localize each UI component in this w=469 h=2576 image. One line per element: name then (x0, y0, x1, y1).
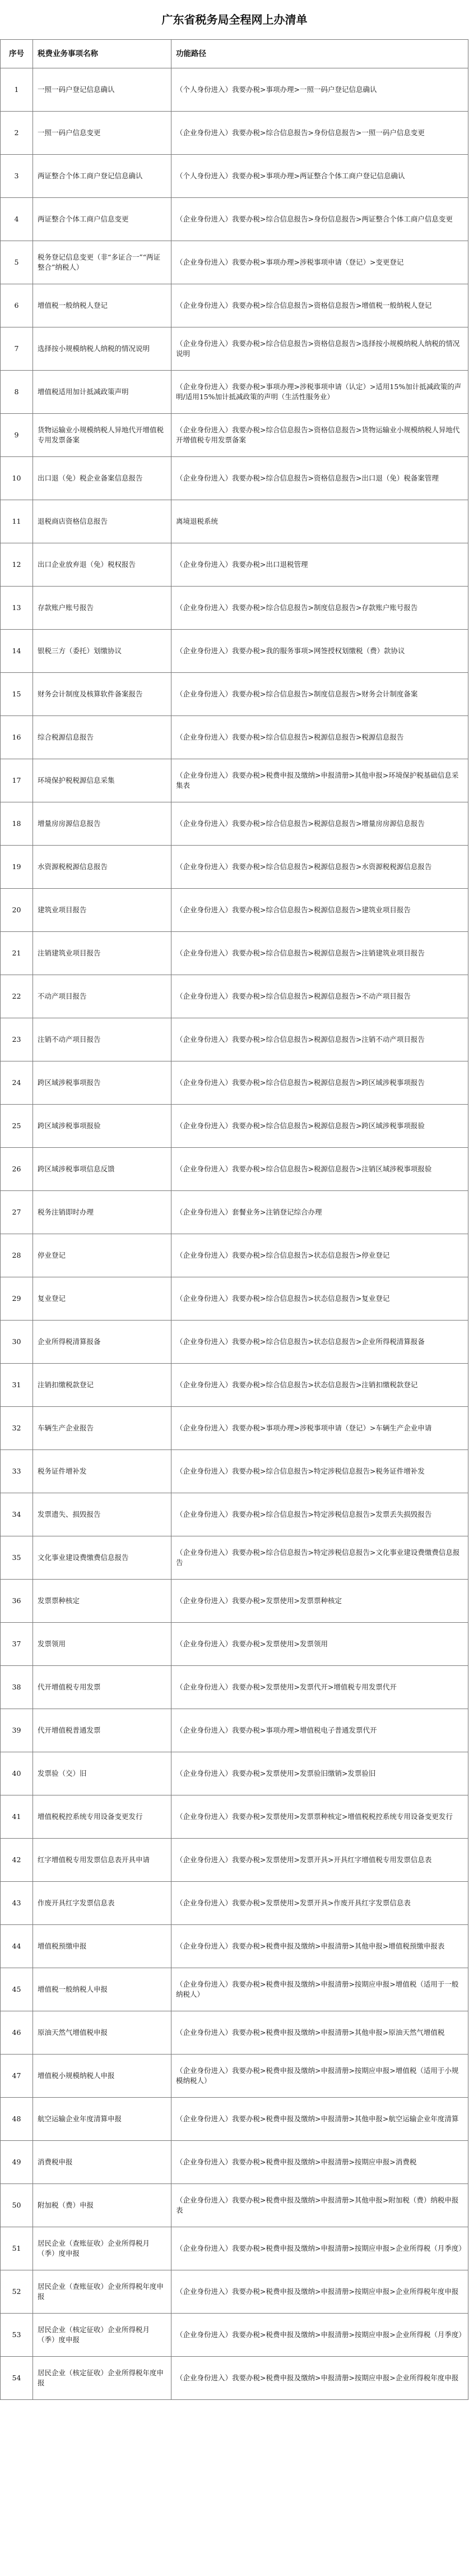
cell-function-path: （企业身份进入）我要办税>发票使用>发票领用 (171, 1623, 468, 1666)
cell-number: 47 (1, 2055, 33, 2098)
cell-item-name: 增值税小规模纳税人申报 (33, 2055, 171, 2098)
cell-item-name: 银税三方（委托）划缴协议 (33, 630, 171, 673)
cell-number: 3 (1, 155, 33, 198)
cell-function-path: （企业身份进入）我要办税>税费申报及缴纳>申报清册>按期应申报>消费税 (171, 2141, 468, 2184)
cell-number: 50 (1, 2184, 33, 2227)
cell-item-name: 发票票种核定 (33, 1580, 171, 1623)
cell-item-name: 航空运输企业年度清算申报 (33, 2098, 171, 2141)
table-body (1, 68, 468, 2400)
table-row (1, 414, 468, 457)
cell-function-path: （企业身份进入）我要办税>综合信息报告>特定涉税信息报告>税务证件增补发 (171, 1450, 468, 1493)
cell-number: 53 (1, 2314, 33, 2357)
table-row (1, 975, 468, 1018)
table-row (1, 1666, 468, 1709)
cell-item-name: 增值税一般纳税人申报 (33, 1968, 171, 2011)
cell-number: 20 (1, 889, 33, 932)
cell-function-path: （企业身份进入）我要办税>税费申报及缴纳>申报清册>其他申报>环境保护税基础信息采集表 (171, 759, 468, 802)
cell-item-name: 跨区域涉税事项报告 (33, 1061, 171, 1105)
cell-function-path: （企业身份进入）我要办税>综合信息报告>身份信息报告>两证整合个体工商户信息变更 (171, 198, 468, 241)
cell-number: 8 (1, 371, 33, 414)
cell-number: 39 (1, 1709, 33, 1752)
cell-item-name: 两证整合个体工商户信息变更 (33, 198, 171, 241)
cell-function-path: （企业身份进入）我要办税>综合信息报告>资格信息报告>增值税一般纳税人登记 (171, 284, 468, 327)
cell-function-path: （企业身份进入）我要办税>综合信息报告>制度信息报告>财务会计制度备案 (171, 673, 468, 716)
cell-function-path: （企业身份进入）我要办税>综合信息报告>税源信息报告>水资源税税源信息报告 (171, 846, 468, 889)
cell-number: 5 (1, 241, 33, 284)
cell-function-path: （企业身份进入）我要办税>发票使用>发票验旧缴销>发票验旧 (171, 1752, 468, 1795)
cell-number: 35 (1, 1536, 33, 1580)
cell-item-name: 选择按小规模纳税人纳税的情况说明 (33, 327, 171, 371)
cell-number: 21 (1, 932, 33, 975)
cell-function-path: （企业身份进入）我要办税>综合信息报告>税源信息报告>注销不动产项目报告 (171, 1018, 468, 1061)
table-row (1, 1882, 468, 1925)
table-row (1, 457, 468, 500)
cell-number: 31 (1, 1364, 33, 1407)
cell-function-path: （企业身份进入）我要办税>综合信息报告>资格信息报告>出口退（免）税备案管理 (171, 457, 468, 500)
cell-number: 41 (1, 1795, 33, 1839)
table-row (1, 587, 468, 630)
cell-function-path: （企业身份进入）我要办税>综合信息报告>税源信息报告>注销建筑业项目报告 (171, 932, 468, 975)
cell-item-name: 税务登记信息变更（非“多证合一”“两证整合”纳税人） (33, 241, 171, 284)
table-row (1, 1191, 468, 1234)
cell-number: 26 (1, 1148, 33, 1191)
cell-number: 19 (1, 846, 33, 889)
cell-item-name: 原油天然气增值税申报 (33, 2011, 171, 2055)
table-row (1, 2098, 468, 2141)
cell-item-name: 居民企业（查账征收）企业所得税月（季）度申报 (33, 2227, 171, 2270)
cell-number: 54 (1, 2357, 33, 2400)
cell-number: 44 (1, 1925, 33, 1968)
cell-function-path: （企业身份进入）我要办税>综合信息报告>税源信息报告>跨区域涉税事项报告 (171, 1061, 468, 1105)
cell-item-name: 停业登记 (33, 1234, 171, 1277)
table-row (1, 1364, 468, 1407)
cell-item-name: 企业所得税清算报备 (33, 1321, 171, 1364)
header-number: 序号 (1, 40, 33, 68)
header-item-name: 税费业务事项名称 (33, 40, 171, 68)
cell-item-name: 居民企业（查账征收）企业所得税年度申报 (33, 2270, 171, 2314)
cell-number: 32 (1, 1407, 33, 1450)
cell-item-name: 不动产项目报告 (33, 975, 171, 1018)
cell-function-path: （企业身份进入）我要办税>税费申报及缴纳>申报清册>其他申报>原油天然气增值税 (171, 2011, 468, 2055)
cell-number: 52 (1, 2270, 33, 2314)
cell-item-name: 增值税税控系统专用设备变更发行 (33, 1795, 171, 1839)
table-row (1, 2227, 468, 2270)
cell-item-name: 作废开具红字发票信息表 (33, 1882, 171, 1925)
cell-function-path: （企业身份进入）我要办税>综合信息报告>税源信息报告>建筑业项目报告 (171, 889, 468, 932)
cell-number: 14 (1, 630, 33, 673)
table-row (1, 112, 468, 155)
cell-number: 22 (1, 975, 33, 1018)
cell-item-name: 财务会计制度及核算软件备案报告 (33, 673, 171, 716)
table-row (1, 932, 468, 975)
cell-number: 1 (1, 68, 33, 112)
cell-number: 24 (1, 1061, 33, 1105)
cell-number: 23 (1, 1018, 33, 1061)
cell-function-path: （企业身份进入）我要办税>税费申报及缴纳>申报清册>按期应申报>企业所得税年度申报 (171, 2270, 468, 2314)
table-row (1, 327, 468, 371)
table-row (1, 543, 468, 587)
cell-function-path: （企业身份进入）我要办税>综合信息报告>税源信息报告>增量房房源信息报告 (171, 802, 468, 846)
cell-number: 49 (1, 2141, 33, 2184)
cell-item-name: 增值税预缴申报 (33, 1925, 171, 1968)
table-row (1, 1536, 468, 1580)
cell-item-name: 跨区域涉税事项报验 (33, 1105, 171, 1148)
cell-item-name: 发票遗失、损毁报告 (33, 1493, 171, 1536)
cell-item-name: 税务证件增补发 (33, 1450, 171, 1493)
cell-item-name: 增量房房源信息报告 (33, 802, 171, 846)
table-row (1, 371, 468, 414)
cell-item-name: 水资源税税源信息报告 (33, 846, 171, 889)
cell-item-name: 车辆生产企业报告 (33, 1407, 171, 1450)
table-row (1, 500, 468, 543)
table-row (1, 284, 468, 327)
cell-function-path: （企业身份进入）我要办税>我的服务事项>网签授权划缴税（费）款协议 (171, 630, 468, 673)
cell-item-name: 消费税申报 (33, 2141, 171, 2184)
cell-function-path: （企业身份进入）我要办税>综合信息报告>状态信息报告>复业登记 (171, 1277, 468, 1321)
cell-item-name: 跨区域涉税事项信息反馈 (33, 1148, 171, 1191)
cell-item-name: 发票领用 (33, 1623, 171, 1666)
table-row (1, 1493, 468, 1536)
cell-function-path: （企业身份进入）我要办税>发票使用>发票开具>开具红字增值税专用发票信息表 (171, 1839, 468, 1882)
cell-number: 43 (1, 1882, 33, 1925)
cell-function-path: （企业身份进入）我要办税>发票使用>发票票种核定>增值税税控系统专用设备变更发行 (171, 1795, 468, 1839)
cell-number: 6 (1, 284, 33, 327)
table-row (1, 2011, 468, 2055)
cell-function-path: （企业身份进入）我要办税>出口退税管理 (171, 543, 468, 587)
cell-function-path: （企业身份进入）我要办税>事项办理>涉税事项申请（登记）>变更登记 (171, 241, 468, 284)
cell-item-name: 建筑业项目报告 (33, 889, 171, 932)
cell-item-name: 居民企业（核定征收）企业所得税年度申报 (33, 2357, 171, 2400)
cell-function-path: （企业身份进入）我要办税>综合信息报告>身份信息报告>一照一码户信息变更 (171, 112, 468, 155)
cell-function-path: （企业身份进入）我要办税>事项办理>涉税事项申请（认定）>适用15%加计抵减政策的声明/适用15%加计抵减政策的声明（生活性服务业） (171, 371, 468, 414)
cell-number: 46 (1, 2011, 33, 2055)
cell-function-path: （企业身份进入）我要办税>发票使用>发票开具>作废开具红字发票信息表 (171, 1882, 468, 1925)
cell-item-name: 注销不动产项目报告 (33, 1018, 171, 1061)
cell-number: 2 (1, 112, 33, 155)
cell-function-path: （企业身份进入）我要办税>综合信息报告>税源信息报告>税源信息报告 (171, 716, 468, 759)
table-header-row (1, 40, 468, 68)
cell-number: 9 (1, 414, 33, 457)
cell-function-path: （个人身份进入）我要办税>事项办理>两证整合个体工商户登记信息确认 (171, 155, 468, 198)
cell-function-path: （企业身份进入）我要办税>事项办理>增值税电子普通发票代开 (171, 1709, 468, 1752)
table-row (1, 1234, 468, 1277)
cell-number: 45 (1, 1968, 33, 2011)
cell-item-name: 存款账户账号报告 (33, 587, 171, 630)
cell-item-name: 附加税（费）申报 (33, 2184, 171, 2227)
cell-item-name: 红字增值税专用发票信息表开具申请 (33, 1839, 171, 1882)
cell-number: 28 (1, 1234, 33, 1277)
table-row (1, 1709, 468, 1752)
cell-function-path: （企业身份进入）我要办税>综合信息报告>特定涉税信息报告>发票丢失损毁报告 (171, 1493, 468, 1536)
cell-item-name: 居民企业（核定征收）企业所得税月（季）度申报 (33, 2314, 171, 2357)
table-row (1, 241, 468, 284)
cell-function-path: （企业身份进入）我要办税>综合信息报告>税源信息报告>注销区域涉税事项报验 (171, 1148, 468, 1191)
cell-number: 15 (1, 673, 33, 716)
cell-function-path: （企业身份进入）我要办税>综合信息报告>特定涉税信息报告>文化事业建设费缴费信息报告 (171, 1536, 468, 1580)
table-row (1, 1407, 468, 1450)
table-row (1, 2141, 468, 2184)
cell-function-path: （企业身份进入）我要办税>税费申报及缴纳>申报清册>其他申报>航空运输企业年度清算 (171, 2098, 468, 2141)
cell-function-path: （企业身份进入）我要办税>综合信息报告>资格信息报告>货物运输业小规模纳税人异地代开增值税专用发票备案 (171, 414, 468, 457)
cell-number: 33 (1, 1450, 33, 1493)
cell-function-path: （企业身份进入）我要办税>税费申报及缴纳>申报清册>按期应申报>增值税（适用于小规模纳税人） (171, 2055, 468, 2098)
table-row (1, 716, 468, 759)
table-row (1, 1321, 468, 1364)
table-row (1, 1925, 468, 1968)
cell-function-path: （企业身份进入）我要办税>综合信息报告>资格信息报告>选择按小规模纳税人纳税的情况说明 (171, 327, 468, 371)
cell-number: 12 (1, 543, 33, 587)
cell-number: 11 (1, 500, 33, 543)
table-row (1, 2357, 468, 2400)
table-row (1, 1277, 468, 1321)
cell-function-path: （企业身份进入）我要办税>税费申报及缴纳>申报清册>其他申报>附加税（费）纳税申报表 (171, 2184, 468, 2227)
table-row (1, 759, 468, 802)
table-row (1, 68, 468, 112)
table-row (1, 1968, 468, 2011)
table-row (1, 1018, 468, 1061)
cell-item-name: 文化事业建设费缴费信息报告 (33, 1536, 171, 1580)
cell-item-name: 综合税源信息报告 (33, 716, 171, 759)
cell-item-name: 货物运输业小规模纳税人异地代开增值税专用发票备案 (33, 414, 171, 457)
cell-function-path: （企业身份进入）我要办税>税费申报及缴纳>申报清册>按期应申报>企业所得税（月季度） (171, 2227, 468, 2270)
cell-number: 37 (1, 1623, 33, 1666)
cell-function-path: （企业身份进入）我要办税>发票使用>发票代开>增值税专用发票代开 (171, 1666, 468, 1709)
table-row (1, 1795, 468, 1839)
cell-item-name: 注销扣缴税款登记 (33, 1364, 171, 1407)
cell-function-path: （企业身份进入）我要办税>综合信息报告>状态信息报告>停业登记 (171, 1234, 468, 1277)
cell-number: 16 (1, 716, 33, 759)
cell-number: 51 (1, 2227, 33, 2270)
cell-item-name: 增值税一般纳税人登记 (33, 284, 171, 327)
table-row (1, 2314, 468, 2357)
cell-number: 10 (1, 457, 33, 500)
cell-function-path: （企业身份进入）我要办税>税费申报及缴纳>申报清册>按期应申报>企业所得税年度申报 (171, 2357, 468, 2400)
cell-number: 30 (1, 1321, 33, 1364)
cell-item-name: 环境保护税税源信息采集 (33, 759, 171, 802)
cell-number: 13 (1, 587, 33, 630)
cell-function-path: （企业身份进入）我要办税>税费申报及缴纳>申报清册>按期应申报>增值税（适用于一般纳税人） (171, 1968, 468, 2011)
cell-function-path: （个人身份进入）我要办税>事项办理>一照一码户登记信息确认 (171, 68, 468, 112)
cell-number: 38 (1, 1666, 33, 1709)
table-row (1, 889, 468, 932)
cell-function-path: （企业身份进入）我要办税>税费申报及缴纳>申报清册>其他申报>增值税预缴申报表 (171, 1925, 468, 1968)
cell-number: 18 (1, 802, 33, 846)
cell-number: 36 (1, 1580, 33, 1623)
table-row (1, 673, 468, 716)
cell-function-path: （企业身份进入）我要办税>事项办理>涉税事项申请（登记）>车辆生产企业申请 (171, 1407, 468, 1450)
table-row (1, 155, 468, 198)
cell-function-path: （企业身份进入）我要办税>综合信息报告>税源信息报告>跨区域涉税事项报验 (171, 1105, 468, 1148)
cell-function-path: （企业身份进入）我要办税>综合信息报告>税源信息报告>不动产项目报告 (171, 975, 468, 1018)
cell-number: 27 (1, 1191, 33, 1234)
cell-number: 42 (1, 1839, 33, 1882)
table-row (1, 1839, 468, 1882)
table-row (1, 2055, 468, 2098)
cell-number: 29 (1, 1277, 33, 1321)
cell-number: 17 (1, 759, 33, 802)
cell-item-name: 复业登记 (33, 1277, 171, 1321)
cell-number: 40 (1, 1752, 33, 1795)
table-row (1, 846, 468, 889)
table-row (1, 630, 468, 673)
table-row (1, 2270, 468, 2314)
table-row (1, 1580, 468, 1623)
cell-item-name: 退税商店资格信息报告 (33, 500, 171, 543)
cell-number: 48 (1, 2098, 33, 2141)
cell-item-name: 代开增值税专用发票 (33, 1666, 171, 1709)
cell-function-path: （企业身份进入）我要办税>税费申报及缴纳>申报清册>按期应申报>企业所得税（月季度） (171, 2314, 468, 2357)
table-row (1, 1105, 468, 1148)
cell-function-path: （企业身份进入）我要办税>综合信息报告>状态信息报告>注销扣缴税款登记 (171, 1364, 468, 1407)
table-row (1, 198, 468, 241)
cell-function-path: 离境退税系统 (171, 500, 468, 543)
cell-function-path: （企业身份进入）我要办税>综合信息报告>制度信息报告>存款账户账号报告 (171, 587, 468, 630)
cell-item-name: 出口退（免）税企业备案信息报告 (33, 457, 171, 500)
table-row (1, 1061, 468, 1105)
table-row (1, 2184, 468, 2227)
cell-function-path: （企业身份进入）我要办税>发票使用>发票票种核定 (171, 1580, 468, 1623)
table-row (1, 1148, 468, 1191)
cell-number: 34 (1, 1493, 33, 1536)
cell-function-path: （企业身份进入）套餐业务>注销登记综合办理 (171, 1191, 468, 1234)
table-row (1, 1623, 468, 1666)
cell-item-name: 出口企业放弃退（免）税权报告 (33, 543, 171, 587)
service-list-table (0, 39, 468, 2400)
cell-item-name: 税务注销即时办理 (33, 1191, 171, 1234)
cell-item-name: 发票验（交）旧 (33, 1752, 171, 1795)
cell-item-name: 一照一码户信息变更 (33, 112, 171, 155)
table-row (1, 1752, 468, 1795)
cell-item-name: 代开增值税普通发票 (33, 1709, 171, 1752)
cell-item-name: 增值税适用加计抵减政策声明 (33, 371, 171, 414)
cell-number: 25 (1, 1105, 33, 1148)
table-row (1, 1450, 468, 1493)
cell-item-name: 注销建筑业项目报告 (33, 932, 171, 975)
cell-number: 4 (1, 198, 33, 241)
header-function-path: 功能路径 (171, 40, 468, 68)
page-title: 广东省税务局全程网上办清单 (161, 13, 308, 26)
cell-function-path: （企业身份进入）我要办税>综合信息报告>状态信息报告>企业所得税清算报备 (171, 1321, 468, 1364)
table-row (1, 802, 468, 846)
cell-number: 7 (1, 327, 33, 371)
cell-item-name: 一照一码户登记信息确认 (33, 68, 171, 112)
cell-item-name: 两证整合个体工商户登记信息确认 (33, 155, 171, 198)
